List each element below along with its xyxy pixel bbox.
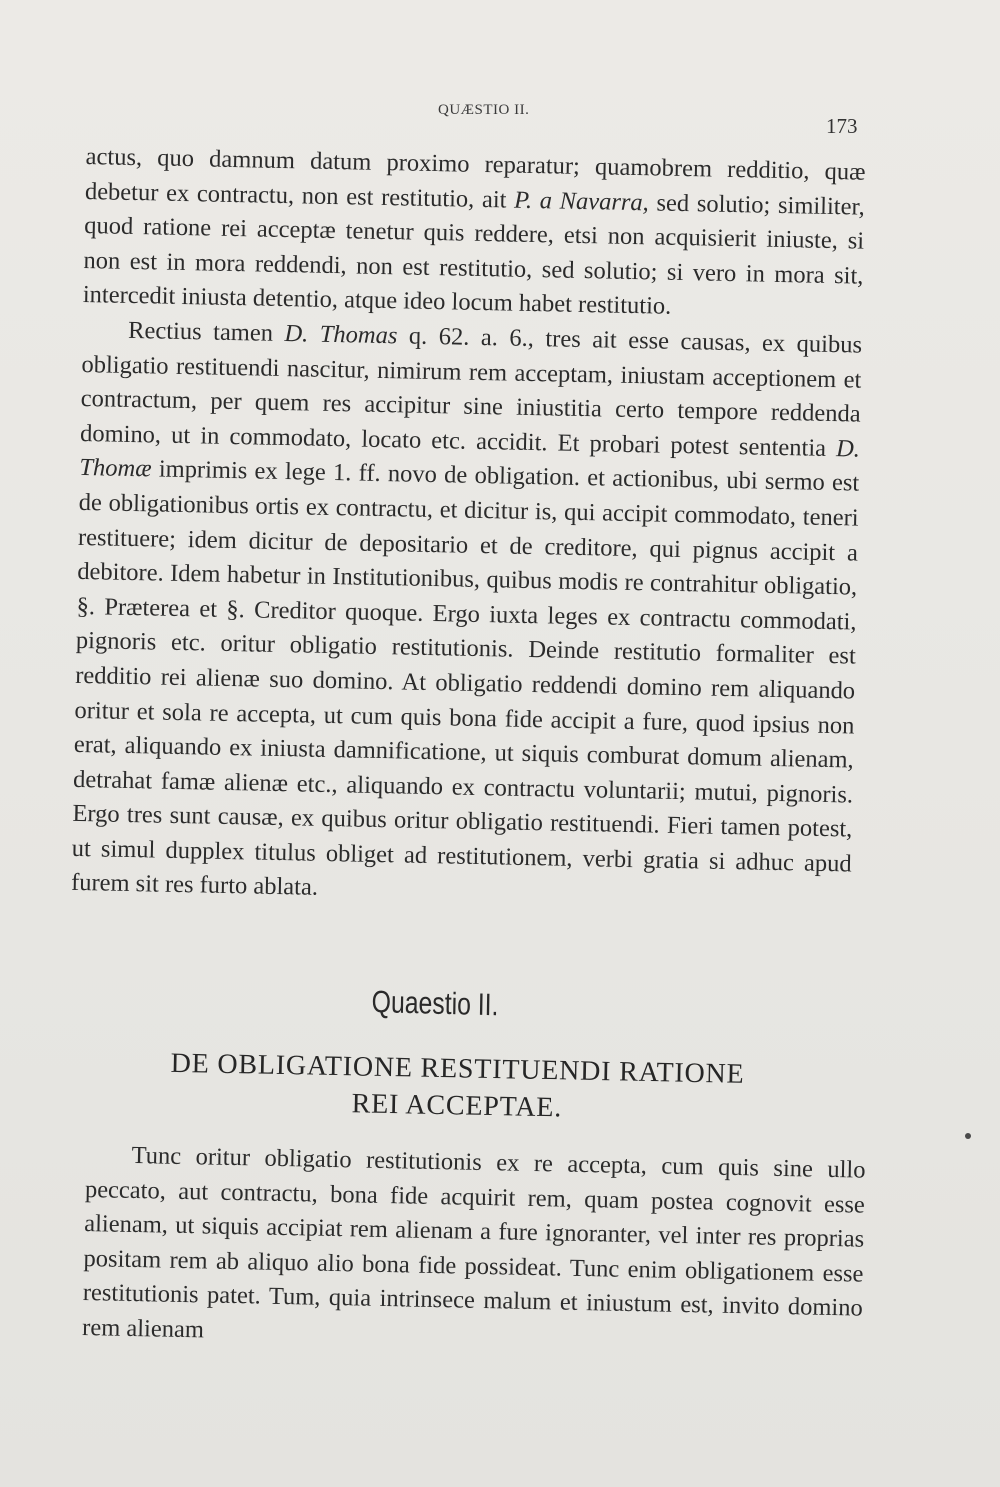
- section-title: [127, 1044, 788, 1131]
- text-run: imprimis ex lege 1. ff. novo de obligation. et actionibus, ubi sermo est de obligationibus ortis ex contractu, et dicitur is, qui accipit commodato, teneri restituere; idem dicitur de depositario et de creditore, qui pignus accipit a debitore. Idem habetur in Institutionibus, quibus modis re contrahitur obligatio, §. Præterea et §. Creditor quoque. Ergo iuxta leges ex contractu commodati, pignoris etc. oritur obligatio restitutionis. Deinde restitutio formaliter est redditio rei alienæ suo domino. At obligatio reddendi domino rem aliquando oritur et sola re accepta, ut cum quis bona fide accipit a fure, quod ipsius non erat, aliquando ex iniusta damnificatione, ut siquis comburat domum alienam, detrahat famæ alienæ etc., aliquando ex contractu voluntarii; mutui, pignoris. Ergo tres sunt causæ, ex quibus oritur obligatio restituendi. Fieri tamen potest, ut simul dupplex titulus obliget ad restitutionem, verbi gratia si adhuc apud furem sit res furto ablata.: [70, 455, 860, 902]
- text-run: actus, quo damnum datum proximo reparatur; quamobrem redditio, quæ debetur ex contractu, non est restitutio, ait: [84, 142, 866, 214]
- text-run: q. 62. a. 6., tres ait esse causas, ex quibus obligatio restituendi nascitur, nimirum rem acceptam, iniustam acceptionem et contractum, per quem res accipitur sine iniustitia certo tempore reddenda domino, ut in commodato, locato etc. accidit. Et probari potest sententia: [79, 322, 863, 462]
- text-run: sed solutio; similiter, quod ratione rei acceptæ tenetur quis reddere, etsi non acquisierit iniuste, si non est in mora reddendi, non est restitutio, sed solutio; si vero in mora sit, intercedit iniusta detentio, atque ideo locum habet restitutio.: [82, 188, 866, 321]
- page-number: 173: [826, 114, 858, 138]
- section-title-line: DE OBLIGATIONE RESTITUENDI RATIONE: [170, 1047, 745, 1090]
- ink-dot: [965, 1133, 971, 1139]
- body-text-top: [71, 140, 866, 917]
- paragraph: [82, 1138, 866, 1361]
- body-text-bottom: [82, 1138, 866, 1361]
- text-run-italic: D. Thomas: [284, 319, 398, 350]
- running-head: QUÆSTIO II.: [438, 102, 530, 118]
- section-title-line: REI ACCEPTAE.: [351, 1088, 563, 1124]
- text-run-italic: D. Thomæ: [79, 434, 861, 483]
- text-run: Rectius tamen: [127, 316, 285, 347]
- paragraph: [71, 313, 863, 917]
- text-run-italic: P. a Navarra,: [513, 186, 650, 216]
- paragraph: [83, 140, 866, 329]
- text-run: Tunc oritur obligatio restitutionis ex re accepta, cum quis sine ullo peccato, aut contractu, bona fide acquirit rem, quam postea cognovit esse alienam, ut siquis accipiat rem alienam a fure ignoranter, vel inter res proprias positam rem ab aliquo alio bona fide possideat. Tunc enim obligationem esse restitutionis patet. Tum, quia intrinsece malum et iniustum est, invito domino rem alienam: [81, 1141, 866, 1344]
- section-heading: Quaestio II.: [371, 984, 499, 1023]
